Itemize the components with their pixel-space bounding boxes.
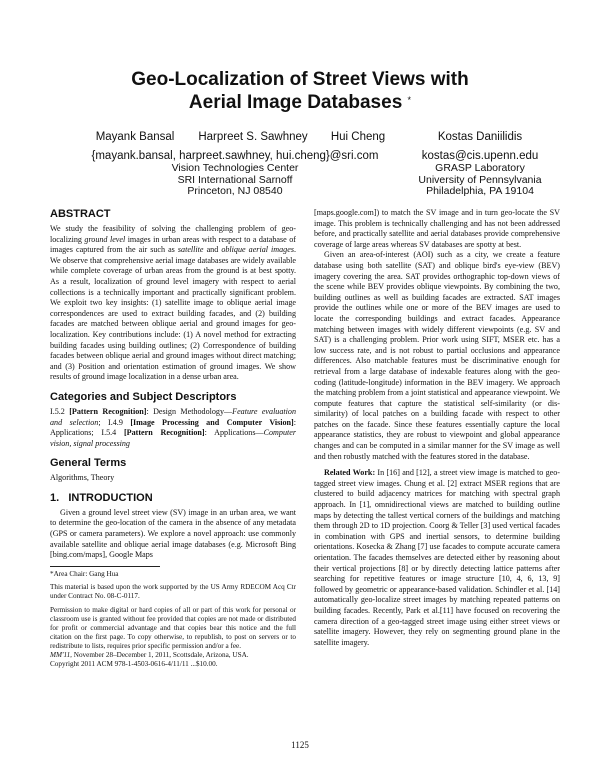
cat-part: : Design Methodology— <box>146 406 233 416</box>
author-bansal: Mayank Bansal <box>95 131 175 143</box>
author-cheng: Hui Cheng <box>330 131 386 143</box>
cat-part: : Applications— <box>204 428 264 438</box>
general-terms-text: Algorithms, Theory <box>50 473 115 483</box>
cat-em: Feature evaluation and selection <box>50 406 296 427</box>
cat-bold: [Pattern Recognition] <box>69 406 147 416</box>
abstract-part: and <box>206 245 219 255</box>
introduction-heading: 1. INTRODUCTION <box>50 491 153 504</box>
abstract-part: images in urban areas with respect to a database of images captured from the air such as <box>50 234 296 255</box>
intro-continued: [maps.google.com]) to match the SV image and in turn geo-locate the SV image. This problem is technically challenging and has not been addressed before, and practically satellite and aerial databases provide comprehensive coverage of large areas whereas SV databases are spotty at best. <box>314 208 560 249</box>
cat-bold: [Image Processing and Computer Vision] <box>130 417 294 427</box>
paper-title <box>60 68 540 114</box>
abstract-em: satellite <box>177 245 204 255</box>
penn-org-2: University of Pennsylvania <box>418 173 542 186</box>
related-work <box>314 468 560 648</box>
categories-text <box>50 407 296 449</box>
sri-email: {mayank.bansal, harpreet.sawhney, hui.cheng}@sri.com <box>91 150 379 162</box>
footnote-permission: Permission to make digital or hard copies of all or part of this work for personal or classroom use is granted without fee provided that copies are not made or distributed for profit or commercial advantage and that copies bear this notice and the full citation on the first page. To copy otherwise, to republish, to post on servers or to redistribute to lists, requires prior specific permission and/or a fee. <box>50 605 296 650</box>
cat-part: : Applications; I.5.4 <box>50 417 296 438</box>
abstract-part: . We observe that comprehensive aerial image databases are widely available while complete coverage of urban areas from the ground is at best spotty. As a result, localization of ground level imagery with respect to aerial collections is a technically important and practically significant problem. We exploit two key insights: (1) satellite image to oblique aerial image correspondences are used to extract building facades, and (2) building facades are matched between oblique aerial and ground images for geo-localization. Key contributions include: (1) A novel method for extracting building facades using building outlines; (2) Correspondence of building facades between oblique aerial and ground images without direct matching; and (3) Position and orientation estimation of ground images. We show results of ground image localization in a dense urban area. <box>50 245 297 382</box>
sri-org-1: Vision Technologies Center <box>171 162 299 174</box>
introduction-text: Given a ground level street view (SV) image in an urban area, we want to determine the geo-location of the camera in the absence of any metadata (GPS or camera parameters). We explore a novel approach: use commonly available satellite and oblique aerial image databases (e.g. Microsoft Bing [bing.com/maps], Google Maps <box>50 507 296 560</box>
conf-details: November 28–December 1, 2011, Scottsdale, Arizona, USA. <box>73 650 249 659</box>
cat-part: I.5.2 <box>50 406 65 416</box>
abstract-em: ground level <box>84 234 126 244</box>
related-work-text: In [16] and [12], a street view image is matched to geo-tagged street view images. Chung et al. [2] extract MSER regions that are clustered to build adjacency matrices for matching with spectral graph approach. In [1], omnidirectional views are matched to building outline maps by detecting the tallest vertical corners of the buildings and matching them through 2D to 1D projection. Coorg & Teller [3] used vertical facades in combination with GPS and inertial sensors, to determine building orientations. Kosecka & Zhang [7] use facades to compute accurate camera orientation. The facades themselves are detected either by reasoning about their vertical projections [8] or by directly detecting lattice patterns after searching for repetitive features or image structure [10, 4, 6, 13, 9] followed by geometric or appearance-based validation. Schindler et al. [14] automatically geo-localize street images by matching repeated patterns on building facades. Recently, Park et al.[11] have focused on recovering the camera direction of a geo-tagged street image using either street views or satellite imagery. However, they rely on segmenting ground plane in the satellite imagery. <box>314 468 560 647</box>
related-work-label: Related Work: <box>324 468 376 478</box>
title-line-2 <box>60 91 540 114</box>
intro-paragraph-2: Given an area-of-interest (AOI) such as a city, we create a feature database using both satellite (SAT) and oblique bird's eye-view (BEV) imagery covering the area. SAT provides orthographic top-down views of the scene while BEV provides oblique viewpoints. By combining the two, building outlines as well as building facades are extracted. SAT images provide the outlines while one or more of the BEV images are used to locate the corresponding buildings and extract facades. Appearance matching between images with widely different viewpoints (e.g. SV and SAT) is a challenging problem. Prior work using SIFT, MSER etc. has a low success rate, and is not robust to partial occlusions and appearance differences. Also matchable features must be discriminative enough for retrieval from a large database of indexable features along with the geo-coding (latitude-longitude) information in the BEV imagery. We approach the matching problem from a joint statistical and appearance viewpoint. We compute features that capture the statistical self-similarity (or dis-similarity) of local patches on a building facade with respect to other patches on the facade. Since these features essentially capture the local appearance statistics, they are robust to viewpoint and global appearance changes and can be computed in a similar manner for the SV image as well and then robustly matched with the features stored in the database. <box>314 250 560 461</box>
title-line-2-text: Aerial Image Databases <box>188 92 403 113</box>
penn-org-1: GRASP Laboratory <box>435 162 525 174</box>
left-column <box>50 208 296 669</box>
cat-bold: [Pattern Recognition] <box>123 428 205 438</box>
title-footnote-mark: * <box>407 95 412 105</box>
cat-em: Computer vision, signal processing <box>50 428 296 448</box>
author-daniilidis: Kostas Daniilidis <box>437 131 523 143</box>
penn-location: Philadelphia, PA 19104 <box>426 185 534 197</box>
footnote-divider <box>50 566 160 567</box>
sri-org-2: SRI International Sarnoff <box>177 173 293 186</box>
title-line-1: Geo-Localization of Street Views with <box>131 69 469 90</box>
cat-part: ; I.4.9 <box>98 417 123 427</box>
affiliation-sri <box>70 150 400 198</box>
footnote-area-chair: *Area Chair: Gang Hua <box>50 569 119 578</box>
right-column <box>314 208 560 648</box>
affiliation-penn <box>400 150 560 198</box>
abstract-part: We study the feasibility of solving the challenging problem of geo-localizing <box>50 224 296 244</box>
footnote-copyright: Copyright 2011 ACM 978-1-4503-0616-4/11/11 ...$10.00. <box>50 659 218 668</box>
footnote-conference <box>50 651 296 660</box>
sri-location: Princeton, NJ 08540 <box>187 185 283 197</box>
abstract-em: oblique aerial images <box>221 245 294 255</box>
footnote-support: This material is based upon the work supported by the US Army RDECOM Acq Ctr under Contract No. 08-C-0117. <box>50 582 296 600</box>
conf-name: MM'11, <box>50 650 72 659</box>
abstract-text <box>50 224 296 383</box>
abstract-heading: ABSTRACT <box>50 208 111 220</box>
general-terms-heading: General Terms <box>50 457 127 470</box>
author-sawhney: Harpreet S. Sawhney <box>198 131 308 143</box>
categories-heading: Categories and Subject Descriptors <box>50 390 237 403</box>
penn-email: kostas@cis.upenn.edu <box>421 150 539 162</box>
page-number: 1125 <box>291 740 309 750</box>
